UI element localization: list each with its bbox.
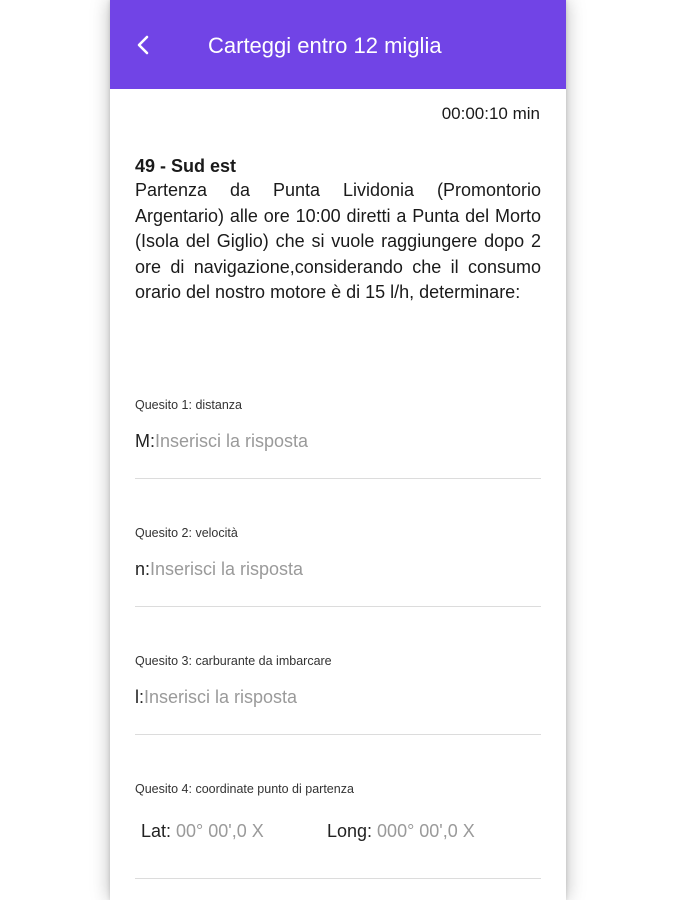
phone-screen — [110, 0, 566, 900]
question-2-input[interactable] — [135, 556, 303, 582]
page-title: Carteggi entro 12 miglia — [208, 33, 442, 58]
question-1-field — [135, 398, 541, 479]
question-1-label: Quesito 1: distanza — [135, 398, 243, 412]
question-2-prefix: n: — [135, 558, 151, 579]
question-2-placeholder[interactable]: Inserisci la risposta — [150, 558, 304, 579]
longitude-input[interactable] — [327, 818, 499, 844]
coordinates-row — [135, 818, 541, 844]
longitude-prefix: Long: — [327, 820, 373, 841]
question-1-prefix: M: — [135, 430, 155, 451]
timer: 00:00:10 min — [441, 104, 540, 123]
problem-title: 49 - Sud est — [135, 156, 237, 176]
latitude-prefix: Lat: — [141, 820, 172, 841]
question-3-input[interactable] — [135, 684, 297, 710]
latitude-input[interactable] — [141, 818, 264, 844]
question-2-label: Quesito 2: velocità — [135, 526, 238, 540]
problem-statement — [135, 154, 541, 306]
question-3-label: Quesito 3: carburante da imbarcare — [135, 654, 332, 668]
problem-text: Partenza da Punta Lividonia (Promontorio Argentario) alle ore 10:00 diretti a Punta del Morto (Isola del Giglio) che si vuole raggiungere dopo 2 ore di navigazione,considerando che il consumo orario del nostro motore è di 15 l/h, determinare: — [135, 180, 541, 302]
question-1-placeholder[interactable]: Inserisci la risposta — [155, 430, 309, 451]
question-4-field — [135, 782, 541, 879]
question-3-prefix: l: — [135, 686, 144, 707]
latitude-placeholder[interactable]: 00° 00',0 X — [176, 820, 264, 841]
back-button[interactable] — [126, 25, 160, 65]
app-bar — [110, 0, 566, 89]
question-3-field — [135, 654, 541, 735]
chevron-left-icon — [135, 34, 151, 56]
longitude-placeholder[interactable]: 000° 00',0 X — [377, 820, 475, 841]
question-3-placeholder[interactable]: Inserisci la risposta — [144, 686, 298, 707]
question-2-field — [135, 526, 541, 607]
question-1-input[interactable] — [135, 428, 308, 454]
question-4-label: Quesito 4: coordinate punto di partenza — [135, 782, 354, 796]
